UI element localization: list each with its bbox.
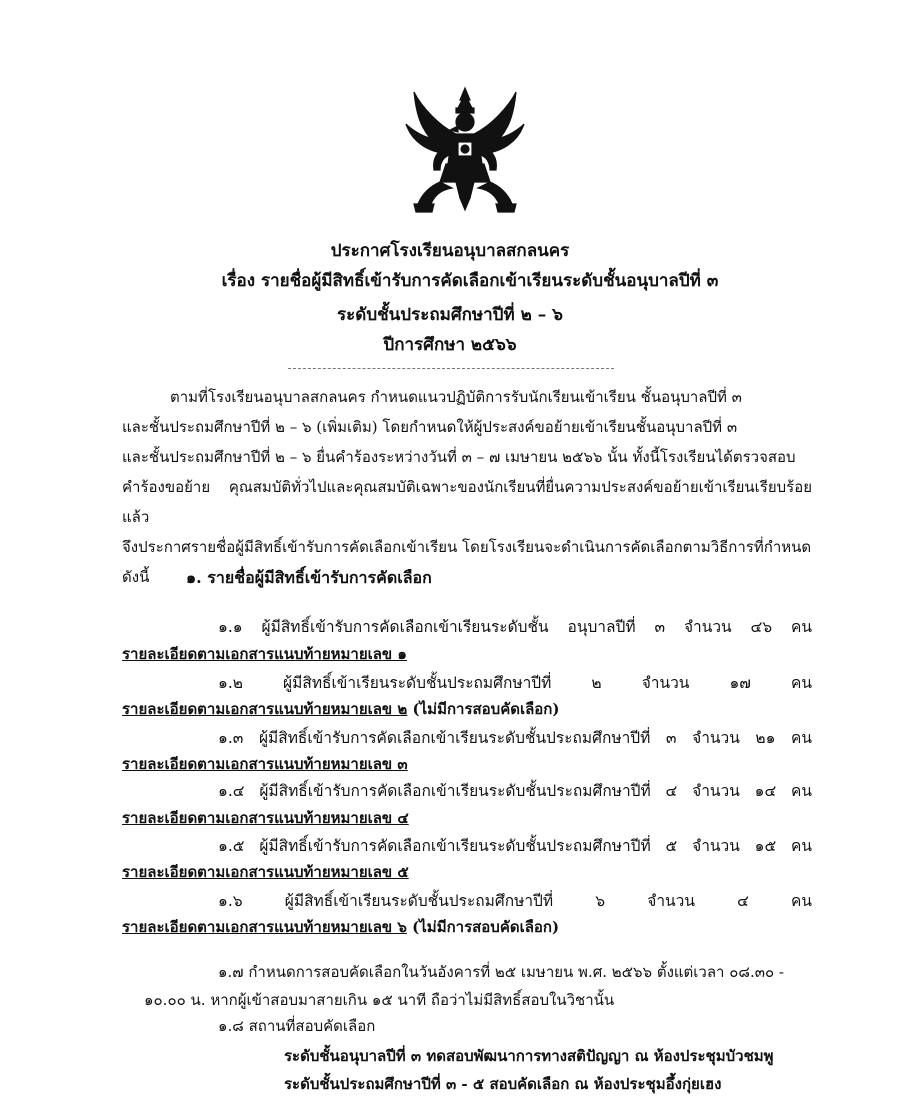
garuda-emblem-icon (400, 86, 530, 218)
list-item: ๑.๔ ผู้มีสิทธิ์เข้ารับการคัดเลือกเข้าเรียนระดับชั้นประถมศึกษาปีที่ ๔ จำนวน ๑๔ คน (218, 782, 812, 800)
exam-venue-primary: ระดับชั้นประถมศึกษาปีที่ ๓ - ๕ สอบคัดเลือก ณ ห้องประชุมอึ้งกุ่ยเฮง (284, 1075, 722, 1093)
list-item: ๑.๑ ผู้มีสิทธิ์เข้ารับการคัดเลือกเข้าเรียนระดับชั้น อนุบาลปีที่ ๓ จำนวน ๔๖ คน (218, 618, 812, 636)
attachment-reference (122, 806, 409, 830)
attachment-link-text: รายละเอียดตามเอกสารแนบท้ายหมายเลข ๓ (122, 755, 408, 773)
intro-line: จึงประกาศรายชื่อผู้มีสิทธิ์เข้ารับการคัดเลือกเข้าเรียน โดยโรงเรียนจะดำเนินการคัดเลือกตามวิธีการที่กำหนด (122, 538, 812, 556)
attachment-link-text: รายละเอียดตามเอกสารแนบท้ายหมายเลข ๖ (122, 918, 407, 936)
intro-line: และชั้นประถมศึกษาปีที่ ๒ – ๖ (เพิ่มเติม) โดยกำหนดให้ผู้ประสงค์ขอย้ายเข้าเรียนชั้นอนุบาลปีที่ ๓ (122, 418, 738, 436)
intro-line: ตามที่โรงเรียนอนุบาลสกลนคร กำหนดแนวปฏิบัติการรับนักเรียนเข้าเรียน ชั้นอนุบาลปีที่ ๓ (170, 388, 742, 406)
announcement-grade-range: ระดับชั้นประถมศึกษาปีที่ ๒ – ๖ (337, 305, 563, 325)
attachment-note: (ไม่มีการสอบคัดเลือก) (407, 700, 560, 718)
exam-schedule-paragraph (122, 958, 812, 1014)
intro-line: และชั้นประถมศึกษาปีที่ ๒ – ๖ ยื่นคำร้องระหว่างวันที่ ๓ – ๗ เมษายน ๒๕๖๖ นั้น ทั้งนี้โรงเรียนได้ตรวจสอบ (122, 448, 796, 466)
section-1-title: ๑. รายชื่อผู้มีสิทธิ์เข้ารับการคัดเลือก (186, 568, 432, 587)
heading-divider (288, 368, 614, 369)
list-item: ๑.๓ ผู้มีสิทธิ์เข้ารับการคัดเลือกเข้าเรียนระดับชั้นประถมศึกษาปีที่ ๓ จำนวน ๒๑ คน (218, 729, 812, 747)
exam-schedule-line: ๑๐.๐๐ น. หากผู้เข้าสอบมาสายเกิน ๑๕ นาที ถือว่าไม่มีสิทธิ์สอบในวิชานั้น (144, 991, 615, 1009)
exam-schedule-line: ๑.๗ กำหนดการสอบคัดเลือกในวันอังคารที่ ๒๕ เมษายน พ.ศ. ๒๕๖๖ ตั้งแต่เวลา ๐๘.๓๐ - (218, 963, 784, 981)
attachment-link-text: รายละเอียดตามเอกสารแนบท้ายหมายเลข ๕ (122, 863, 409, 881)
academic-year: ปีการศึกษา ๒๕๖๖ (383, 335, 517, 355)
attachment-reference (122, 915, 559, 939)
exam-venue-kindergarten: ระดับชั้นอนุบาลปีที่ ๓ ทดสอบพัฒนาการทางสติปัญญา ณ ห้องประชุมบัวชมพู (284, 1047, 774, 1065)
exam-venue-title: ๑.๘ สถานที่สอบคัดเลือก (218, 1017, 376, 1035)
attachment-reference (122, 697, 559, 721)
attachment-reference (122, 642, 407, 666)
list-item: ๑.๕ ผู้มีสิทธิ์เข้ารับการคัดเลือกเข้าเรียนระดับชั้นประถมศึกษาปีที่ ๕ จำนวน ๑๕ คน (218, 837, 812, 855)
list-item: ๑.๖ ผู้มีสิทธิ์เข้าเรียนระดับชั้นประถมศึกษาปีที่ ๖ จำนวน ๔ คน (218, 892, 812, 910)
announcement-title: ประกาศโรงเรียนอนุบาลสกลนคร (330, 241, 570, 261)
attachment-link-text: รายละเอียดตามเอกสารแนบท้ายหมายเลข ๑ (122, 645, 407, 663)
attachment-reference (122, 860, 409, 884)
intro-line: ดังนี้ (122, 568, 150, 586)
intro-paragraph (122, 382, 812, 592)
intro-line: คำร้องขอย้าย คุณสมบัติทั่วไปและคุณสมบัติเฉพาะของนักเรียนที่ยื่นความประสงค์ขอย้ายเข้าเรียนเรียบร้อยแล้ว (122, 478, 812, 526)
attachment-link-text: รายละเอียดตามเอกสารแนบท้ายหมายเลข ๒ (122, 700, 408, 718)
attachment-note: (ไม่มีการสอบคัดเลือก) (406, 918, 560, 936)
attachment-reference (122, 752, 408, 776)
announcement-subject: เรื่อง รายชื่อผู้มีสิทธิ์เข้ารับการคัดเลือกเข้าเรียนระดับชั้นอนุบาลปีที่ ๓ (221, 271, 719, 291)
attachment-link-text: รายละเอียดตามเอกสารแนบท้ายหมายเลข ๔ (122, 809, 409, 827)
list-item: ๑.๒ ผู้มีสิทธิ์เข้าเรียนระดับชั้นประถมศึกษาปีที่ ๒ จำนวน ๑๗ คน (218, 674, 812, 692)
